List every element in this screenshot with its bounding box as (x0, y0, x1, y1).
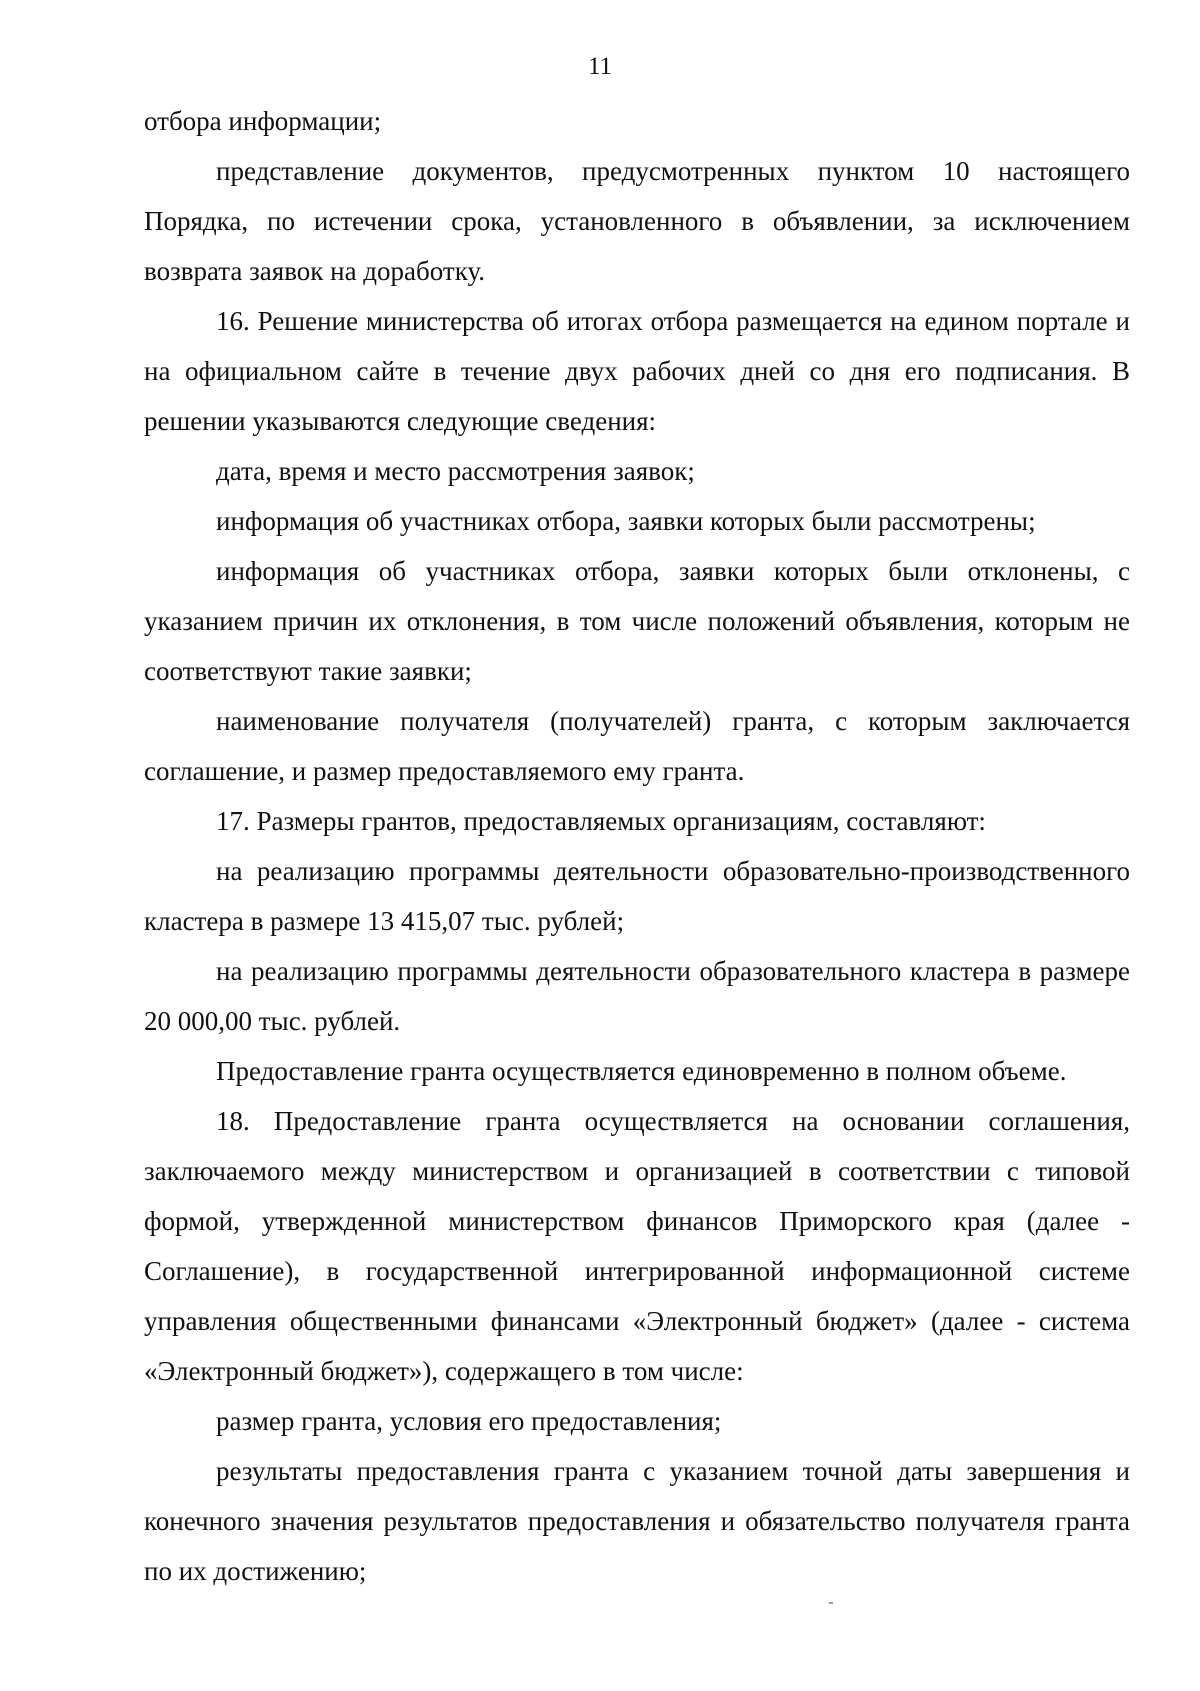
paragraph: дата, время и место рассмотрения заявок; (216, 456, 695, 486)
paragraph: представление документов, предусмотренных пунктом 10 настоящего Порядка, по истечении срока, установленного в объявлении, за исключением возврата заявок на доработку. (144, 156, 1130, 286)
paragraph-item-17: 17. Размеры грантов, предоставляемых организациям, составляют: (216, 806, 986, 836)
paragraph: результаты предоставления гранта с указанием точной даты завершения и конечного значения результатов предоставления и обязательство получателя гранта по их достижению; (144, 1456, 1130, 1586)
paragraph: информация об участниках отбора, заявки которых были отклонены, с указанием причин их отклонения, в том числе положений объявления, которым не соответствуют такие заявки; (144, 556, 1130, 686)
paragraph: на реализацию программы деятельности образовательного кластера в размере 20 000,00 тыс. рублей. (144, 956, 1130, 1036)
paragraph: на реализацию программы деятельности образовательно-производственного кластера в размере 13 415,07 тыс. рублей; (144, 856, 1130, 936)
paragraph: отбора информации; (144, 106, 382, 136)
paragraph: размер гранта, условия его предоставления; (216, 1406, 722, 1436)
scan-speck (829, 1602, 833, 1604)
document-body (144, 96, 1130, 1596)
paragraph-item-18: 18. Предоставление гранта осуществляется на основании соглашения, заключаемого между министерством и организацией в соответствии с типовой формой, утвержденной министерством финансов Приморского края (далее - Соглашение), в государственной интегрированной информационной системе управления общественными финансами «Электронный бюджет» (далее - система «Электронный бюджет»), содержащего в том числе: (144, 1106, 1130, 1386)
paragraph-item-16: 16. Решение министерства об итогах отбора размещается на едином портале и на официальном сайте в течение двух рабочих дней со дня его подписания. В решении указываются следующие сведения: (144, 306, 1130, 436)
page-number: 11 (587, 53, 613, 80)
paragraph: наименование получателя (получателей) гранта, с которым заключается соглашение, и размер предоставляемого ему гранта. (144, 706, 1130, 786)
paragraph: Предоставление гранта осуществляется единовременно в полном объеме. (216, 1056, 1067, 1086)
paragraph: информация об участниках отбора, заявки которых были рассмотрены; (216, 506, 1036, 536)
